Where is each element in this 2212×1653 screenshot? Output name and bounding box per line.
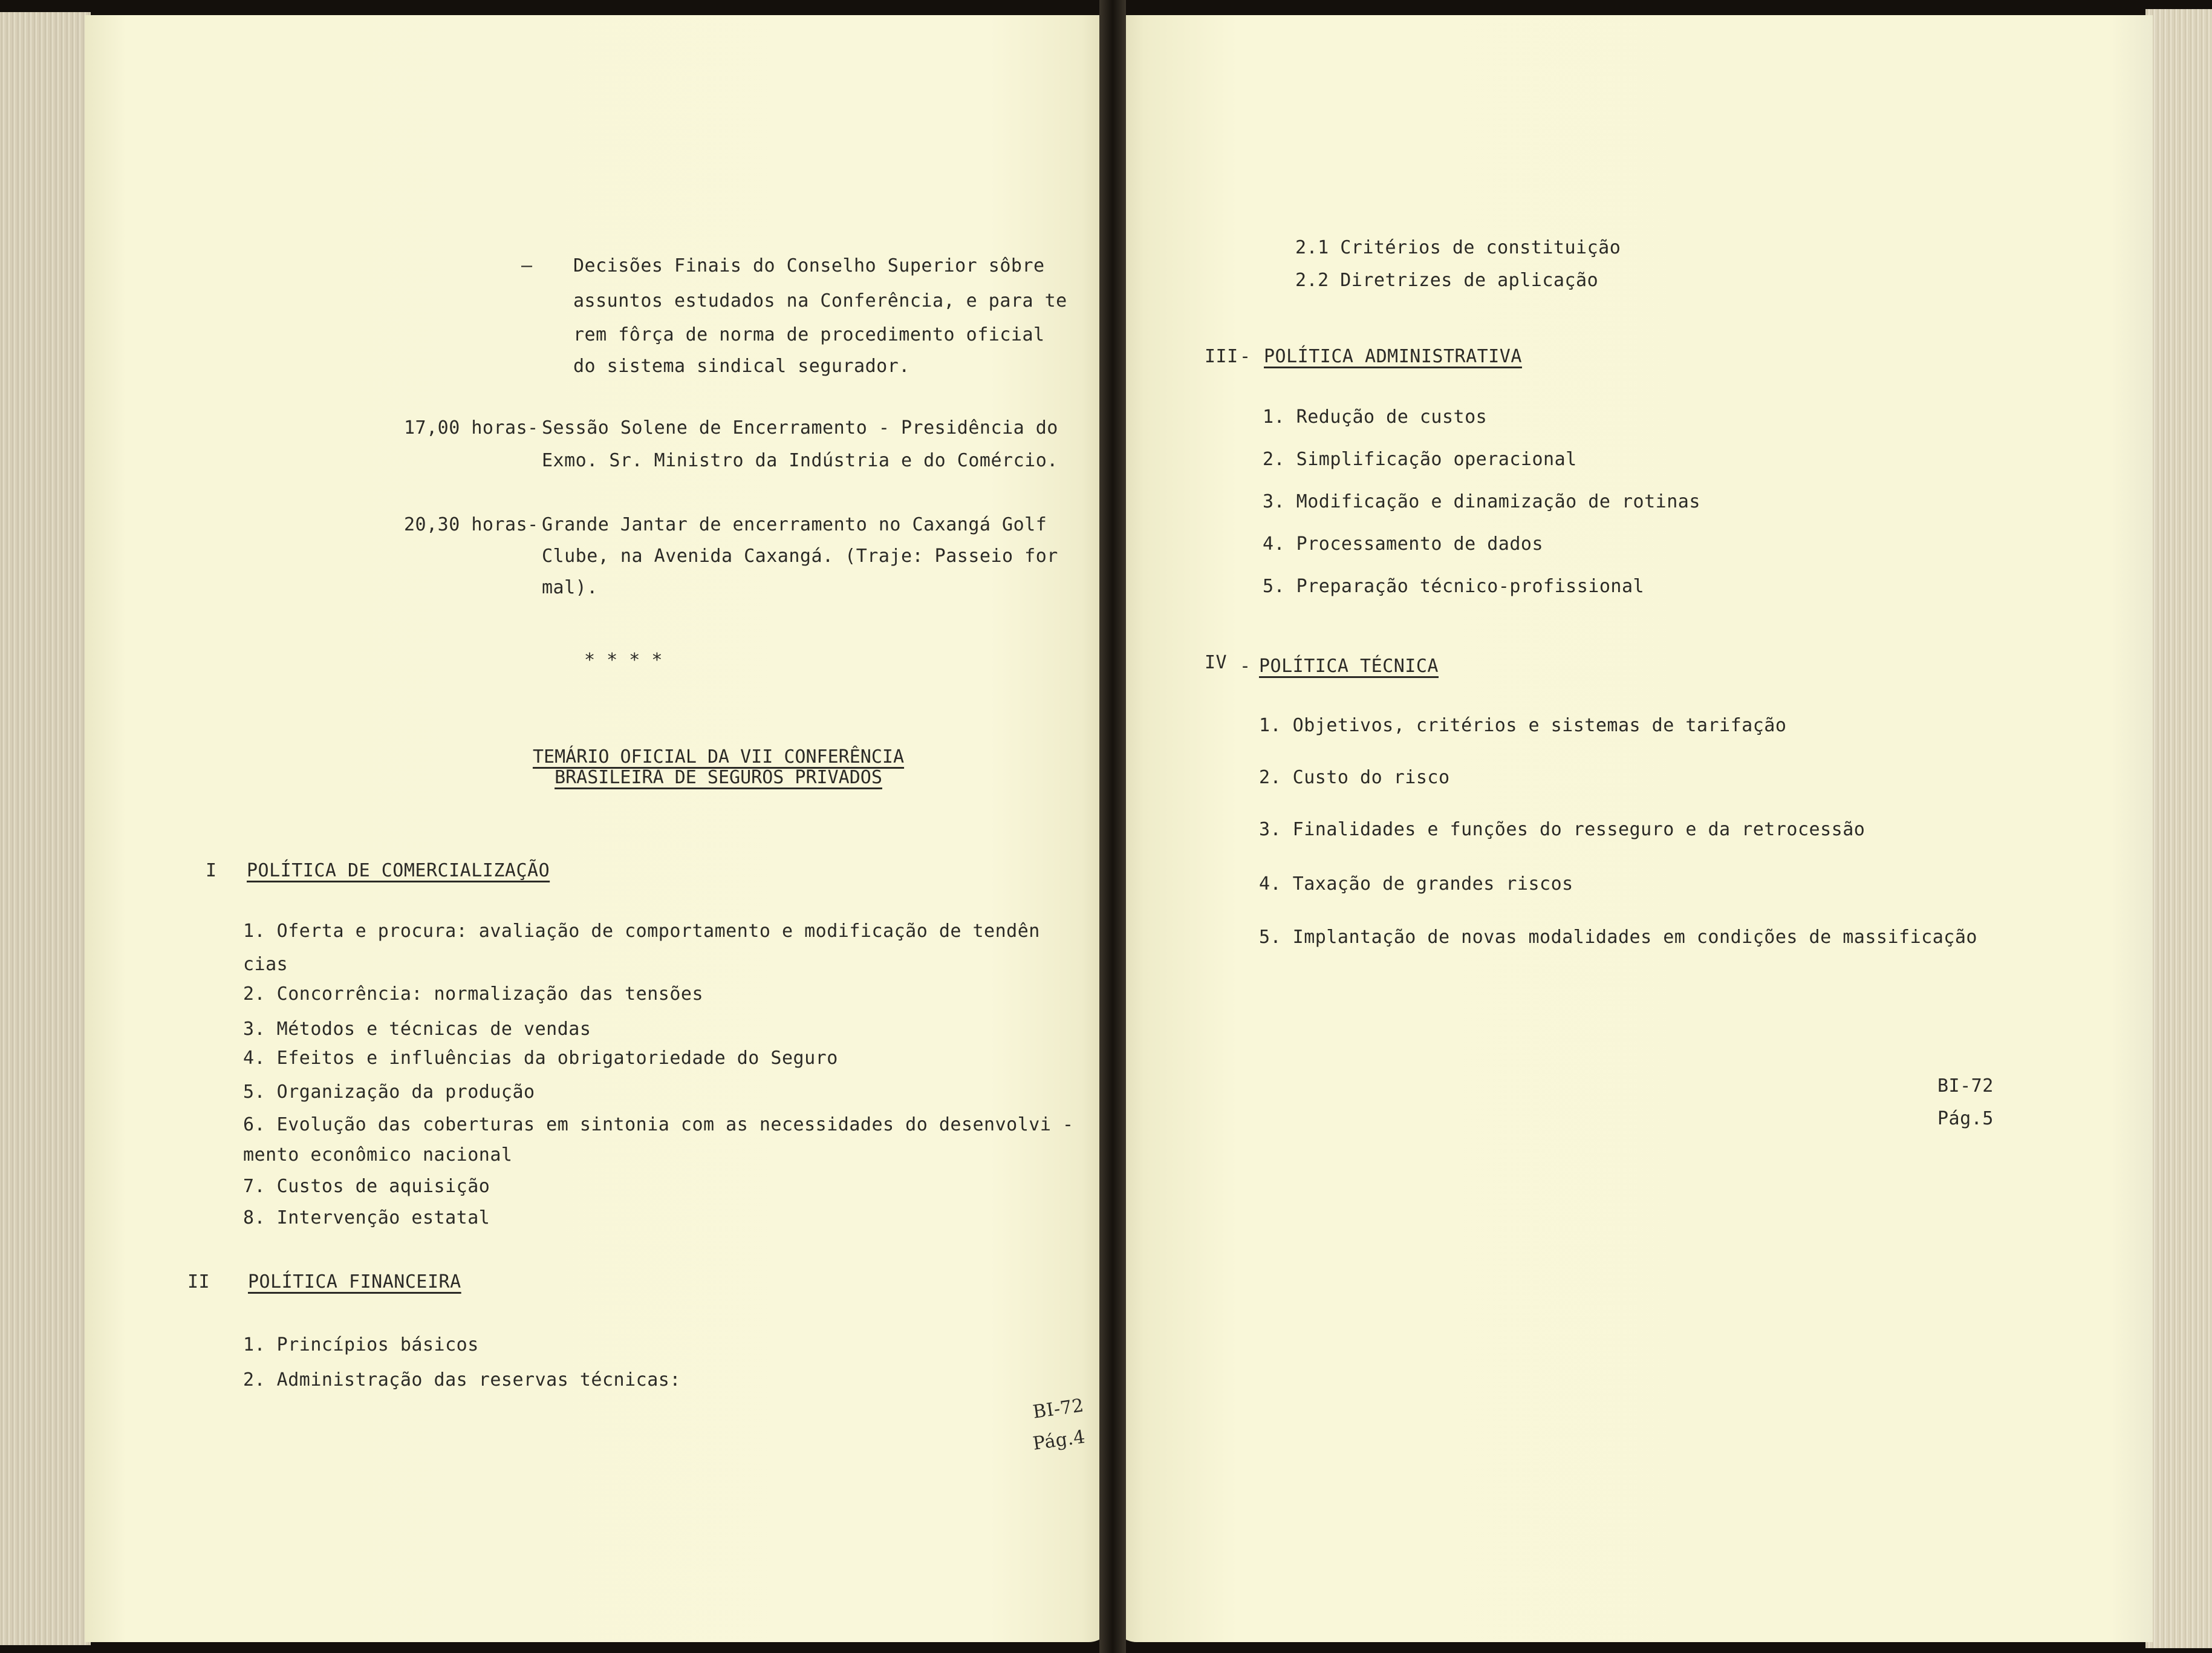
schedule-time: 20,30 horas- xyxy=(404,514,539,535)
list-item: 1. Princípios básicos xyxy=(243,1334,479,1355)
schedule-time: 17,00 horas- xyxy=(404,417,539,439)
temario-heading: BRASILEIRA DE SEGUROS PRIVADOS xyxy=(555,767,882,788)
list-item: mento econômico nacional xyxy=(243,1144,513,1166)
book-page-edges-left xyxy=(0,12,91,1645)
temario-heading: TEMÁRIO OFICIAL DA VII CONFERÊNCIA xyxy=(532,746,905,768)
schedule-line: Exmo. Sr. Ministro da Indústria e do Comércio. xyxy=(542,450,1058,471)
list-item: 2. Custo do risco xyxy=(1259,767,1450,788)
section-number: I xyxy=(206,860,217,881)
list-item: 5. Organização da produção xyxy=(243,1081,535,1103)
section-dash: - xyxy=(1240,656,1251,677)
list-item: 7. Custos de aquisição xyxy=(243,1176,490,1197)
page-ref: Pág.4 xyxy=(1031,1426,1087,1455)
page-ref: BI-72 xyxy=(1031,1395,1085,1423)
section-title: POLÍTICA FINANCEIRA xyxy=(248,1271,461,1293)
schedule-line: Grande Jantar de encerramento no Caxangá Golf xyxy=(542,514,1047,535)
sub-item: 2.2 Diretrizes de aplicação xyxy=(1295,270,1599,291)
list-item: cias xyxy=(243,954,288,975)
sub-item: 2.1 Critérios de constituição xyxy=(1295,237,1621,258)
continuation-line: do sistema sindical segurador. xyxy=(573,356,910,377)
page-ref: Pág.5 xyxy=(1937,1108,1994,1129)
continuation-dash: — xyxy=(521,255,533,276)
list-item: 8. Intervenção estatal xyxy=(243,1207,490,1228)
continuation-line: Decisões Finais do Conselho Superior sôbre xyxy=(573,255,1045,276)
section-number: II xyxy=(187,1271,210,1293)
list-item: 1. Objetivos, critérios e sistemas de tarifação xyxy=(1259,715,1787,736)
list-item: 2. Administração das reservas técnicas: xyxy=(243,1369,681,1391)
book-page-edges-right xyxy=(2145,9,2212,1648)
continuation-line: assuntos estudados na Conferência, e para te xyxy=(573,290,1067,311)
continuation-line: rem fôrça de norma de procedimento oficial xyxy=(573,324,1045,345)
schedule-line: Clube, na Avenida Caxangá. (Traje: Passeio for xyxy=(542,546,1058,567)
section-separator-stars: * * * * xyxy=(584,650,663,671)
list-item: 1. Redução de custos xyxy=(1263,406,1488,428)
section-number: IV xyxy=(1205,652,1228,673)
section-title: POLÍTICA TÉCNICA xyxy=(1259,656,1439,677)
list-item: 2. Simplificação operacional xyxy=(1263,449,1577,470)
list-item: 5. Preparação técnico-profissional xyxy=(1263,576,1645,597)
list-item: 6. Evolução das coberturas em sintonia com as necessidades do desenvolvi - xyxy=(243,1114,1074,1135)
list-item: 5. Implantação de novas modalidades em condições de massificação xyxy=(1259,927,1977,948)
list-item: 3. Finalidades e funções do resseguro e da retrocessão xyxy=(1259,819,1866,840)
book-gutter xyxy=(1099,0,1126,1653)
list-item: 4. Processamento de dados xyxy=(1263,533,1544,555)
page-ref: BI-72 xyxy=(1937,1075,1994,1097)
list-item: 1. Oferta e procura: avaliação de comportamento e modificação de tendên xyxy=(243,921,1040,942)
schedule-line: Sessão Solene de Encerramento - Presidência do xyxy=(542,417,1058,439)
section-dash: - xyxy=(1240,346,1251,367)
section-number: III xyxy=(1205,346,1238,367)
list-item: 2. Concorrência: normalização das tensões xyxy=(243,983,704,1005)
section-title: POLÍTICA DE COMERCIALIZAÇÃO xyxy=(247,860,550,881)
section-title: POLÍTICA ADMINISTRATIVA xyxy=(1264,346,1522,367)
list-item: 4. Efeitos e influências da obrigatoriedade do Seguro xyxy=(243,1048,838,1069)
schedule-line: mal). xyxy=(542,577,598,598)
list-item: 3. Modificação e dinamização de rotinas xyxy=(1263,491,1700,512)
list-item: 3. Métodos e técnicas de vendas xyxy=(243,1019,591,1040)
list-item: 4. Taxação de grandes riscos xyxy=(1259,873,1573,895)
